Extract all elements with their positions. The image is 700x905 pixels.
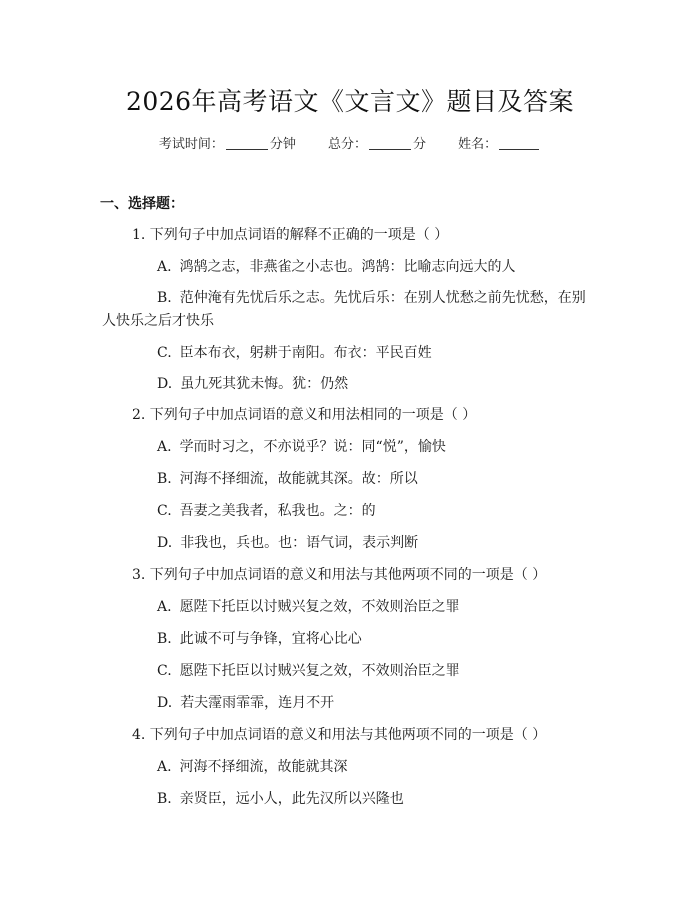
option-text: 学而时习之，不亦说乎？说：同“悦”，愉快: [179, 439, 446, 455]
option-text: 愿陛下托臣以讨贼兴复之效，不效则治臣之罪: [179, 599, 460, 615]
question-option: [157, 500, 376, 520]
option-text: 非我也，兵也。也：语气词，表示判断: [180, 535, 419, 551]
option-label: D.: [157, 376, 173, 392]
option-text: 虽九死其犹未悔。犹：仍然: [180, 376, 349, 392]
question-option: [157, 468, 418, 488]
question-option: [157, 532, 418, 552]
option-label: A.: [157, 759, 172, 775]
question-option: [157, 256, 516, 276]
option-label: B.: [157, 791, 172, 807]
option-label: B.: [157, 631, 172, 647]
option-label: B.: [157, 471, 172, 487]
question-stem: 3. 下列句子中加点词语的意义和用法与其他两项不同的一项是（ ）: [132, 567, 547, 583]
option-label: B.: [157, 290, 172, 306]
option-text: 河海不择细流，故能就其深: [179, 759, 348, 775]
option-text: 范仲淹有先忧后乐之志。先忧后乐：在别人忧愁之前先忧愁，在别人快乐之后才快乐: [102, 290, 586, 329]
option-text: 若夫霪雨霏霏，连月不开: [180, 695, 335, 711]
score-unit: 分: [413, 137, 427, 152]
option-text: 臣本布衣，躬耕于南阳。布衣：平民百姓: [179, 345, 432, 361]
exam-name: [458, 137, 541, 152]
option-label: C.: [157, 345, 172, 361]
question-option: [157, 436, 446, 456]
question-option: [157, 628, 362, 648]
question-option: [157, 660, 460, 680]
option-label: A.: [157, 599, 172, 615]
time-unit: 分钟: [269, 137, 296, 152]
exam-score: [328, 137, 426, 152]
question-stem: 2. 下列句子中加点词语的意义和用法相同的一项是（ ）: [132, 407, 477, 423]
score-label: 总分：: [327, 137, 367, 152]
score-blank: [369, 149, 411, 150]
option-text: 此诚不可与争锋，宜将心比心: [179, 631, 362, 647]
option-label: D.: [157, 535, 173, 551]
option-text: 河海不择细流，故能就其深。故：所以: [179, 471, 418, 487]
question-option: [157, 596, 460, 616]
name-blank: [499, 149, 539, 150]
question-stem: 1. 下列句子中加点词语的解释不正确的一项是（ ）: [132, 227, 449, 243]
question-stem: 4. 下列句子中加点词语的意义和用法与其他两项不同的一项是（ ）: [132, 727, 547, 743]
option-text: 吾妻之美我者，私我也。之：的: [179, 503, 376, 519]
time-label: 考试时间：: [158, 137, 224, 152]
option-label: C.: [157, 663, 172, 679]
question-option: [157, 342, 432, 362]
question-option: [157, 692, 334, 712]
option-text: 愿陛下托臣以讨贼兴复之效，不效则治臣之罪: [179, 663, 460, 679]
option-label: C.: [157, 503, 172, 519]
exam-time: [159, 137, 296, 152]
option-text: 亲贤臣，远小人，此先汉所以兴隆也: [179, 791, 404, 807]
section-heading: 一、选择题：: [100, 196, 184, 212]
time-blank: [226, 149, 268, 150]
exam-meta: [0, 133, 700, 152]
option-label: A.: [157, 439, 172, 455]
option-label: D.: [157, 695, 173, 711]
page-title: 2026年高考语文《文言文》题目及答案: [125, 87, 575, 116]
question-option: [157, 788, 404, 808]
name-label: 姓名：: [458, 137, 498, 152]
option-text: 鸿鹄之志，非燕雀之小志也。鸿鹄：比喻志向远大的人: [179, 259, 516, 275]
question-option: [157, 373, 348, 393]
question-option: [102, 287, 592, 333]
question-option: [157, 756, 348, 776]
option-label: A.: [157, 259, 172, 275]
